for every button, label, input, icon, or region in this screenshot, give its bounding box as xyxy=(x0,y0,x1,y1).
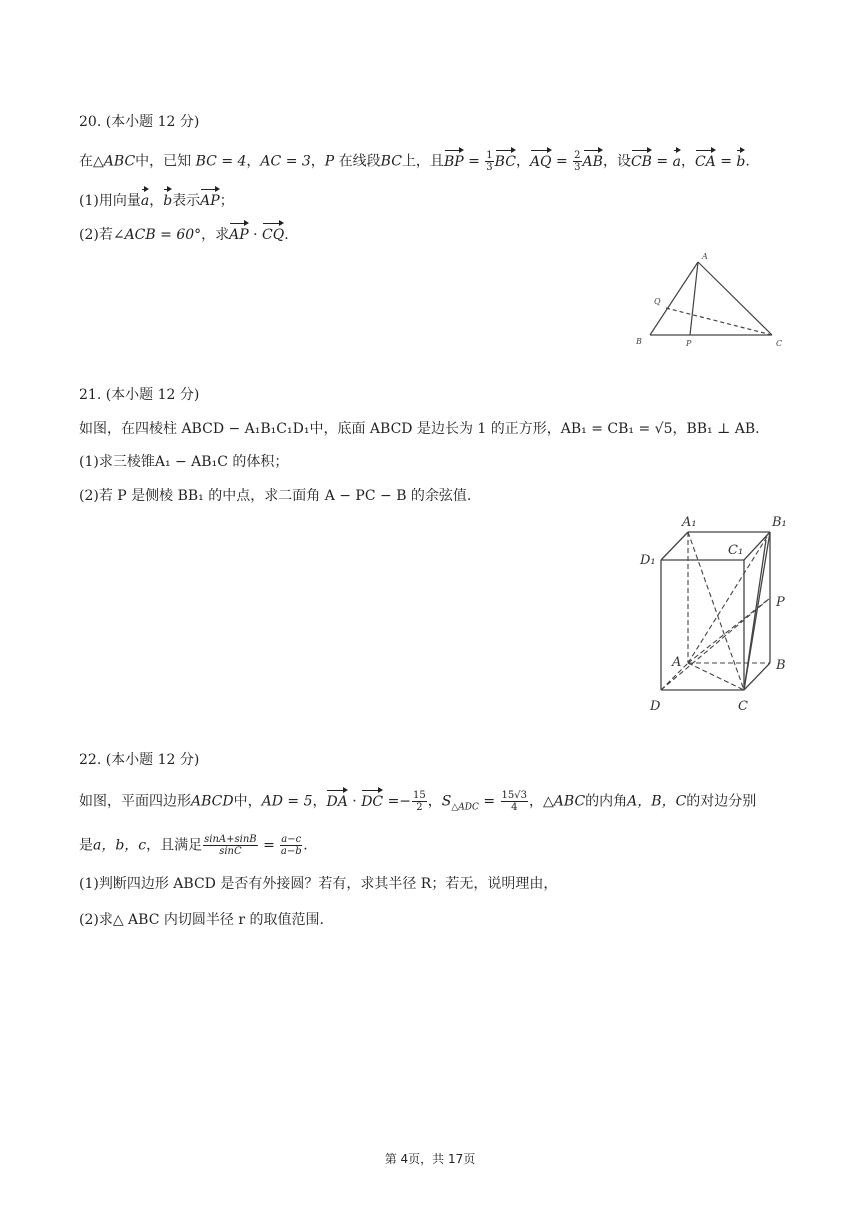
label-c: C xyxy=(776,339,783,348)
q20-header: 20. (本小题 12 分) xyxy=(79,114,200,130)
q21-stem: 如图，在四棱柱 ABCD − A₁B₁C₁D₁中，底面 ABCD 是边长为 1 的正方形，AB₁ = CB₁ = √5，BB₁ ⊥ AB. xyxy=(79,421,760,437)
q22-stem-line2: 是a，b，c，且满足 $\frac{\sin A+\sin B}{\sin C}$ = $\frac{a-c}{a-b}$ . xyxy=(79,834,308,857)
q21-header: 21. (本小题 12 分) xyxy=(79,387,200,403)
q20-part2: (2)若∠ACB = 60°，求AP · CQ. xyxy=(79,227,289,243)
label-a1: A₁ xyxy=(682,515,697,530)
q20-triangle-figure xyxy=(630,250,790,350)
page-footer: 第 4页，共 17页 xyxy=(384,1152,476,1166)
label-d: D xyxy=(650,699,661,714)
q22-stem-line1: 如图，平面四边形ABCD中，AD = 5，DA · DC =− $\frac{15}{2}$ ，$S_{\triangle ADC}$ = $\frac{15√3}{4}$ ，△ABC的内角A，B，C的对边分别 xyxy=(79,790,757,813)
label-c1: C₁ xyxy=(728,543,744,558)
label-b: B xyxy=(636,337,642,346)
q20-stem: 在△ABC中，已知 BC = 4，AC = 3，P 在线段BC上，且BP = $\frac{1}{3}$ BC，AQ = $\frac{2}{3}$ AB，设CB = a，CA = b. xyxy=(79,150,750,173)
q21-prism-figure xyxy=(636,510,796,720)
label-a: A xyxy=(672,655,682,670)
q20-part1: (1)用向量a，b表示AP； xyxy=(79,193,234,209)
label-q: Q xyxy=(654,297,661,306)
q22-part1: (1)判断四边形 ABCD 是否有外接圆？若有，求其半径 R；若无，说明理由， xyxy=(79,876,558,892)
q22-part2: (2)求△ ABC 内切圆半径 r 的取值范围. xyxy=(79,912,324,928)
label-b1: B₁ xyxy=(772,515,787,530)
label-p: P xyxy=(686,339,692,348)
segment-ac xyxy=(698,262,772,335)
label-p: P xyxy=(776,595,785,610)
label-b: B xyxy=(776,658,786,673)
label-d1: D₁ xyxy=(640,553,656,568)
q22-header: 22. (本小题 12 分) xyxy=(79,752,200,768)
q21-part2: (2)若 P 是侧棱 BB₁ 的中点，求二面角 A − PC − B 的余弦值. xyxy=(79,488,472,504)
segment-cq xyxy=(666,308,772,335)
label-c: C xyxy=(738,699,748,714)
q21-part1: (1)求三棱锥A₁ − AB₁C 的体积； xyxy=(79,454,289,470)
label-a: A xyxy=(702,252,708,261)
